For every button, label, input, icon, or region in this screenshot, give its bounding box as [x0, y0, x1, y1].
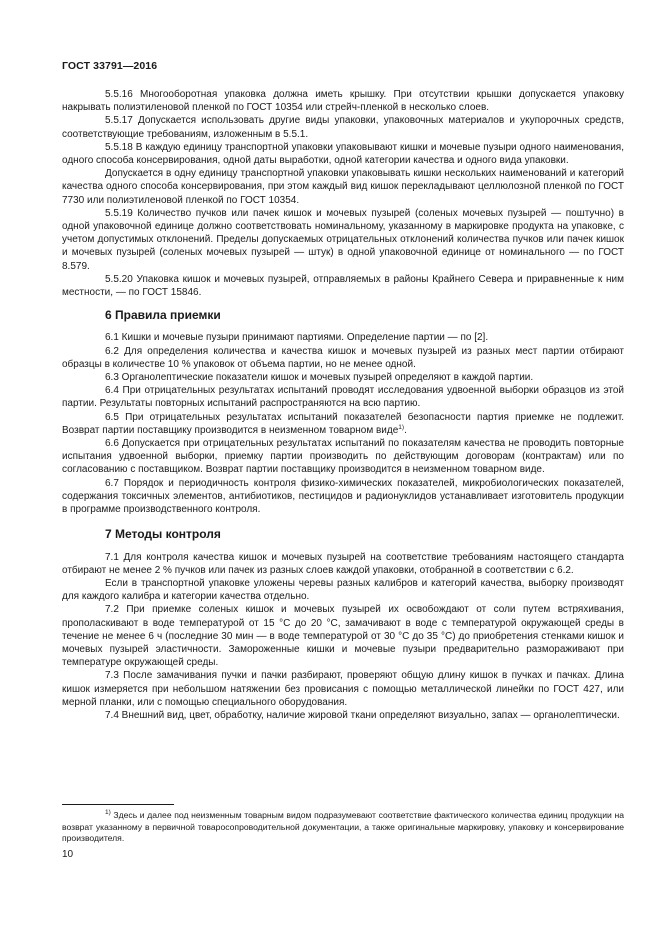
footnote-reference: 1): [398, 423, 405, 431]
paragraph-6-5-end: .: [404, 424, 407, 436]
footnote-text: Здесь и далее под неизменным товарным видом подразумевают соответствие фактического количества единиц продукции на возврат указанному в первичной товаросопроводительной документации, а также оригинальные маркировку, упаковку и консервирование производителя.: [62, 810, 624, 844]
paragraph-6-6: 6.6 Допускается при отрицательных результатах испытаний по показателям качества не проводить повторные испытания удвоенной выборки, приемку партии производить по действующим договорам (контрактам) или по согласованию с поставщиком. Возврат партии поставщику производится в неизменном товарном виде.: [62, 438, 624, 476]
paragraph-7-1-cont: Если в транспортной упаковке уложены черевы разных калибров и категорий качества, выборку производят для каждого калибра и категории качества отдельно.: [62, 577, 624, 603]
document-header: ГОСТ 33791—2016: [62, 60, 158, 72]
paragraph-6-2: 6.2 Для определения количества и качества кишок и мочевых пузырей из разных мест партии отбирают образцы в количестве 10 % упаковок от объема партии, но не менее одной.: [62, 345, 624, 370]
paragraph-5-5-19: 5.5.19 Количество пучков или пачек кишок и мочевых пузырей (соленых мочевых пузырей — поштучно) в одной упаковочной единице должно соответствовать номинальному, указанному в маркировке продукта на упаковке, с учетом допустимых отклонений. Пределы допускаемых отрицательных отклонений количества пучков или пачек кишок и мочевых пузырей (соленых мочевых пузырей — штук) в одной упаковочной единице от номинального — по ГОСТ 8.579.: [62, 207, 624, 272]
footnote-text-block: [62, 810, 624, 845]
section-7-title: 7 Методы контроля: [105, 527, 221, 542]
paragraph-6-1: 6.1 Кишки и мочевые пузыри принимают партиями. Определение партии — по [2].: [105, 332, 489, 344]
paragraph-5-5-20: 5.5.20 Упаковка кишок и мочевых пузырей, отправляемых в районы Крайнего Севера и приравненные к ним местности, — по ГОСТ 15846.: [62, 273, 624, 299]
paragraph-6-5-text: 6.5 При отрицательных результатах испытаний показателей безопасности партия приемке не подлежит. Возврат партии поставщику производится в неизменном товарном виде: [62, 411, 624, 436]
paragraph-5-5-16: 5.5.16 Многооборотная упаковка должна иметь крышку. При отсутствии крышки допускается упаковку накрывать полиэтиленовой пленкой по ГОСТ 10354 или стрейч-пленкой в несколько слоев.: [62, 89, 624, 114]
paragraph-6-3: 6.3 Органолептические показатели кишок и мочевых пузырей определяют в каждой партии.: [105, 372, 534, 384]
paragraph-6-4: 6.4 При отрицательных результатах испытаний проводят исследования удвоенной выборки образцов из этой партии. Результаты повторных испытаний распространяются на всю партию.: [62, 385, 624, 410]
page-number: 10: [62, 849, 74, 860]
paragraph-7-2: 7.2 При приемке соленых кишок и мочевых пузырей их освобождают от соли путем встряхивания, прополаскивают в воде температурой от 15 °С до 20 °С, замачивают в воде с температурой окружающей среды в течение не менее 6 ч (последние 30 мин — в воде температурой от 30 °С до 35 °С) до приобретения стенками кишок и мочевых пузырей эластичности. Замороженные кишки и мочевые пузыри предварительно размораживают при температуре окружающей среды.: [62, 604, 624, 669]
section-6-title: 6 Правила приемки: [105, 308, 221, 323]
paragraph-6-7: 6.7 Порядок и периодичность контроля физико-химических показателей, микробиологических показателей, содержания токсичных элементов, антибиотиков, пестицидов и радионуклидов устанавливает изготовитель продукции в программе производственного контроля.: [62, 477, 624, 516]
footnote-marker: 1): [105, 809, 111, 816]
paragraph-5-5-18-cont: Допускается в одну единицу транспортной упаковки упаковывать кишки нескольких наименований и категорий качества одного способа консервирования, при этом каждый вид кишок перекладывают целлюлозной пленкой по ГОСТ 7730 или полиэтиленовой пленкой по ГОСТ 10354.: [62, 168, 624, 206]
footnote-divider: [62, 804, 174, 805]
paragraph-7-3: 7.3 После замачивания пучки и пачки разбирают, проверяют общую длину кишок в пучках и пачках. Длина кишок измеряется при небольшом натяжении без провисания с помощью металлической линейки по ГОСТ 427, или мерной планки, или с помощью специального оборудования.: [62, 670, 624, 708]
paragraph-6-5: [62, 411, 624, 437]
page-body: [62, 88, 624, 722]
footnote: [62, 810, 624, 845]
paragraph-7-1: 7.1 Для контроля качества кишок и мочевых пузырей на соответствие требованиям настоящего стандарта отбирают не менее 2 % пучков или пачек из разных слоев каждой упаковки, отобранной в соответствии с 6.2.: [62, 551, 624, 576]
paragraph-7-4: 7.4 Внешний вид, цвет, обработку, наличие жировой ткани определяют визуально, запах — органолептически.: [105, 709, 620, 721]
paragraph-5-5-17: 5.5.17 Допускается использовать другие виды упаковки, упаковочных материалов и укупорочных средств, соответствующие требованиям, изложенным в 5.5.1.: [62, 115, 624, 140]
paragraph-5-5-18: 5.5.18 В каждую единицу транспортной упаковки упаковывают кишки и мочевые пузыри одного наименования, одного способа консервирования, одной даты выработки, одной категории качества и одного вида упаковки.: [62, 141, 624, 167]
